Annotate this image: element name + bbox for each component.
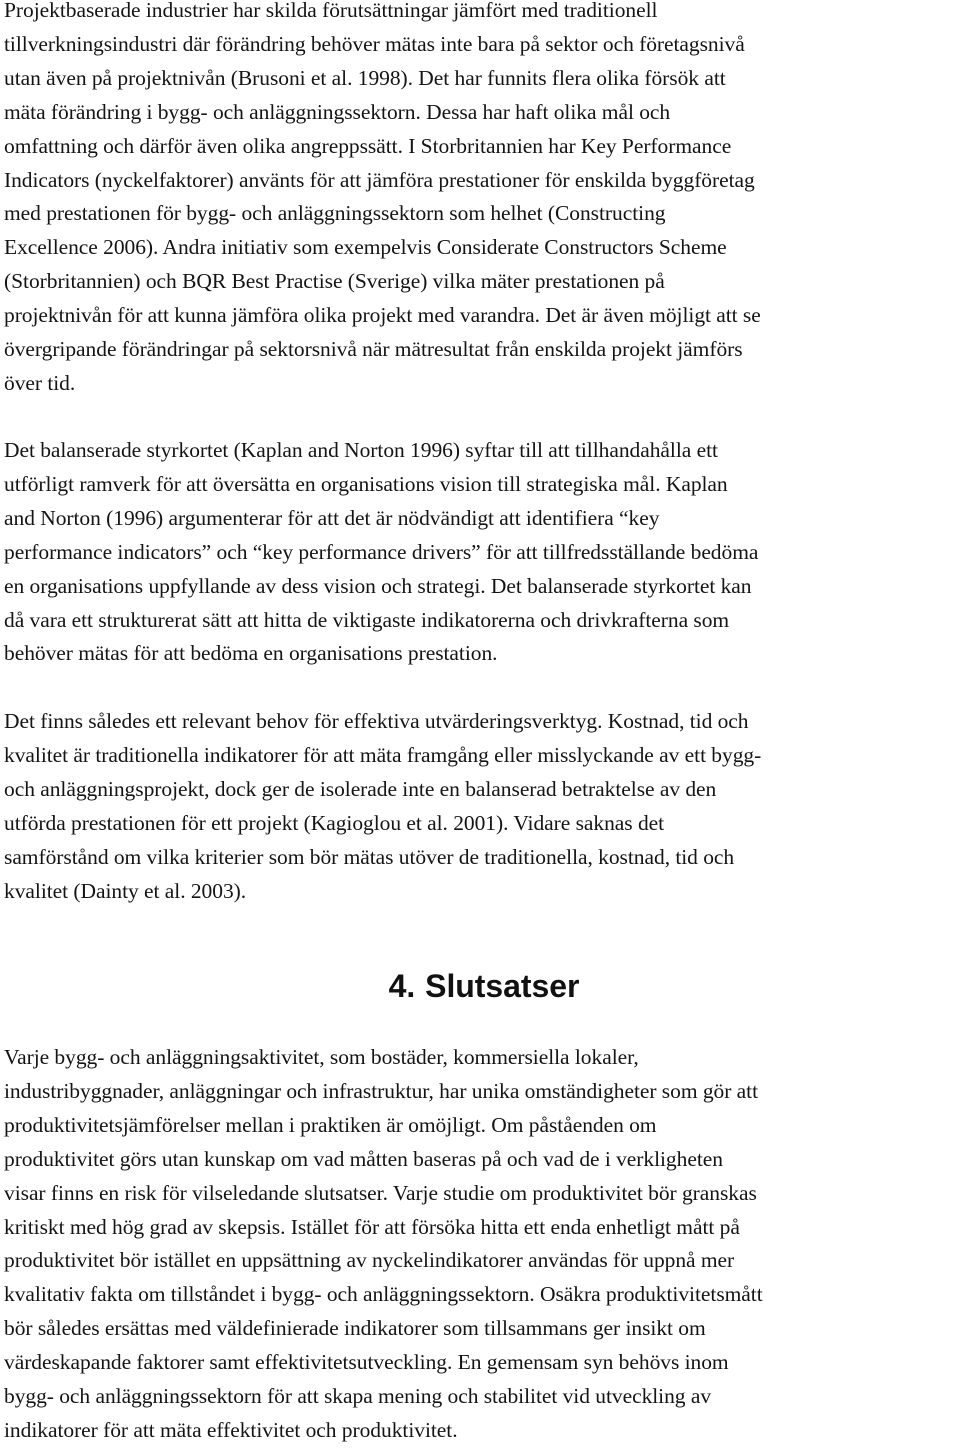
text-line: (Storbritannien) och BQR Best Practise (Sverige) vilka mäter prestationen på (4, 269, 665, 294)
text-line: mäta förändring i bygg- och anläggningssektorn. Dessa har haft olika mål och (4, 99, 671, 124)
text-line: produktivitetsjämförelser mellan i praktiken är omöjligt. Om påståenden om (4, 1112, 657, 1137)
text-line: Varje bygg- och anläggningsaktivitet, som bostäder, kommersiella lokaler, (4, 1045, 639, 1069)
text-line: över tid. (4, 370, 76, 395)
text-line: and Norton (1996) argumenterar för att det är nödvändigt att identifiera “key (4, 505, 660, 530)
text-line: omfattning och därför även olika angreppssätt. I Storbritannien har Key Performance (4, 133, 732, 158)
paragraph-project-based-industries (4, 0, 956, 401)
section-number: 4. (388, 968, 416, 1004)
text-line: Det finns således ett relevant behov för effektiva utvärderingsverktyg. Kostnad, tid och (4, 709, 749, 733)
text-line: behöver mätas för att bedöma en organisations prestation. (4, 641, 498, 666)
paragraph-balanced-scorecard (4, 434, 956, 671)
text-line: Projektbaserade industrier har skilda förutsättningar jämfört med traditionell (4, 0, 658, 22)
text-line: industribyggnader, anläggningar och infrastruktur, har unika omständigheter som gör att (4, 1078, 758, 1103)
text-line: en organisations uppfyllande av dess vision och strategi. Det balanserade styrkortet kan (4, 573, 752, 598)
text-line: Det balanserade styrkortet (Kaplan and Norton 1996) syftar till att tillhandahålla ett (4, 438, 718, 462)
paragraph-conclusions (4, 1041, 956, 1448)
text-line: och anläggningsprojekt, dock ger de isolerade inte en balanserad betraktelse av den (4, 776, 717, 801)
text-line: samförstånd om vilka kriterier som bör mätas utöver de traditionella, kostnad, tid och (4, 844, 735, 869)
section-heading (0, 963, 960, 1009)
text-line: utförda prestationen för ett projekt (Kagioglou et al. 2001). Vidare saknas det (4, 810, 665, 835)
text-line: produktivitet görs utan kunskap om vad måtten baseras på och vad de i verkligheten (4, 1146, 723, 1171)
text-line: produktivitet bör istället en uppsättning av nyckelindikatorer användas för uppnå mer (4, 1248, 735, 1273)
text-line: kvalitativ fakta om tillståndet i bygg- och anläggningssektorn. Osäkra produktivitetsmått (4, 1282, 763, 1307)
text-line: performance indicators” och “key performance drivers” för att tillfredsställande bedöma (4, 539, 759, 564)
text-line: projektnivån för att kunna jämföra olika projekt med varandra. Det är även möjligt att se (4, 303, 761, 328)
text-line: då vara ett strukturerat sätt att hitta de viktigaste indikatorerna och drivkrafterna som (4, 607, 730, 632)
paragraph-evaluation-tools (4, 705, 956, 908)
text-line: Excellence 2006). Andra initiativ som exempelvis Considerate Constructors Scheme (4, 235, 727, 260)
text-line: indikatorer för att mäta effektivitet och produktivitet. (4, 1417, 458, 1442)
section-title: Slutsatser (425, 968, 580, 1004)
text-line: kvalitet (Dainty et al. 2003). (4, 878, 247, 903)
text-line: utförligt ramverk för att översätta en organisations vision till strategiska mål. Kaplan (4, 471, 728, 496)
text-line: bör således ersättas med väldefinierade indikatorer som tillsammans ger insikt om (4, 1316, 706, 1341)
text-line: kvalitet är traditionella indikatorer för att mäta framgång eller misslyckande av ett bygg- (4, 742, 762, 767)
text-line: kritiskt med hög grad av skepsis. Istället för att försöka hitta ett enda enhetligt mått på (4, 1214, 740, 1239)
text-line: Indicators (nyckelfaktorer) använts för att jämföra prestationer för enskilda byggföretag (4, 167, 755, 192)
text-line: visar finns en risk för vilseledande slutsatser. Varje studie om produktivitet bör granskas (4, 1180, 757, 1205)
text-line: värdeskapande faktorer samt effektivitetsutveckling. En gemensam syn behövs inom (4, 1350, 729, 1375)
text-line: med prestationen för bygg- och anläggningssektorn som helhet (Constructing (4, 201, 666, 226)
text-line: tillverkningsindustri där förändring behöver mätas inte bara på sektor och företagsnivå (4, 31, 745, 56)
text-line: övergripande förändringar på sektorsnivå när mätresultat från enskilda projekt jämförs (4, 337, 743, 362)
text-line: utan även på projektnivån (Brusoni et al. 1998). Det har funnits flera olika försök att (4, 65, 726, 90)
text-line: bygg- och anläggningssektorn för att skapa mening och stabilitet vid utveckling av (4, 1384, 712, 1409)
